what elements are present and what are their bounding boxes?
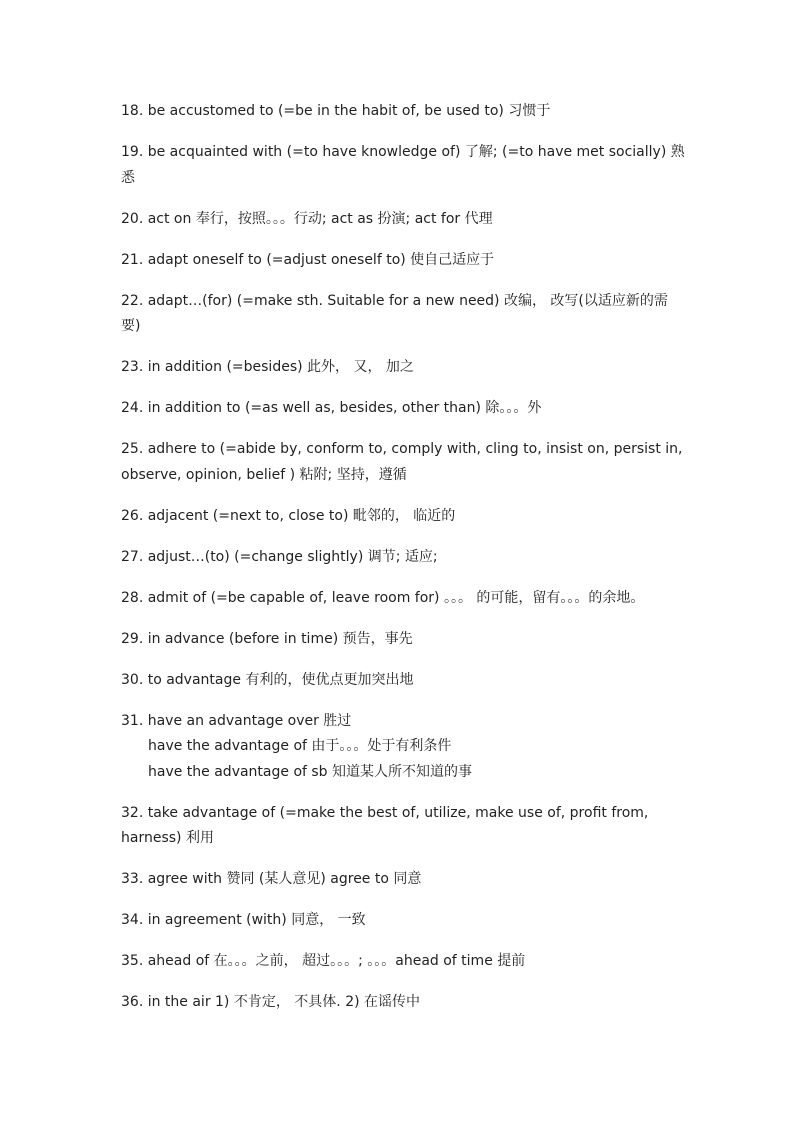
entry-text: 20. act on 奉行，按照。。。行动; act as 扮演; act for 代理 <box>121 210 493 227</box>
entry-35 <box>121 949 686 975</box>
entry-text: 35. ahead of 在。。。之前， 超过。。。; 。。。ahead of time 提前 <box>121 953 526 969</box>
entry-32 <box>121 801 686 852</box>
entry-27 <box>121 545 686 571</box>
entry-text: 33. agree with 赞同 (某人意见) agree to 同意 <box>121 871 422 887</box>
entry-26 <box>121 504 686 530</box>
entry-subline: have the advantage of sb 知道某人所不知道的事 <box>148 763 473 780</box>
entry-text: 28. admit of (=be capable of, leave room for) 。。。 的可能，留有。。。的余地。 <box>121 589 645 606</box>
entry-21 <box>121 248 686 274</box>
entry-18 <box>121 99 686 125</box>
entry-text: 22. adapt…(for) (=make sth. Suitable for a new need) 改编， 改写(以适应新的需要) <box>121 292 668 334</box>
entry-text: 25. adhere to (=abide by, conform to, comply with, cling to, insist on, persist in, observe, opinion, belief ) 粘附; 坚持，遵循 <box>121 441 683 483</box>
entry-31 <box>121 709 686 786</box>
entry-28 <box>121 586 686 612</box>
entry-text: 18. be accustomed to (=be in the habit of, be used to) 习惯于 <box>121 103 551 119</box>
entry-text: 30. to advantage 有利的，使优点更加突出地 <box>121 671 414 688</box>
entry-25 <box>121 437 686 488</box>
entry-text: 31. have an advantage over 胜过 <box>121 712 352 729</box>
document-page <box>121 99 686 1031</box>
entry-30 <box>121 668 686 694</box>
entry-subline: have the advantage of 由于。。。处于有利条件 <box>148 738 452 754</box>
entry-19 <box>121 140 686 191</box>
entry-text: 26. adjacent (=next to, close to) 毗邻的， 临近的 <box>121 507 456 524</box>
entry-22 <box>121 289 686 340</box>
entry-text: 29. in advance (before in time) 预告，事先 <box>121 630 413 647</box>
entry-34 <box>121 908 686 934</box>
entry-text: 34. in agreement (with) 同意， 一致 <box>121 912 366 928</box>
entry-text: 23. in addition (=besides) 此外， 又， 加之 <box>121 359 414 375</box>
entry-text: 36. in the air 1) 不肯定， 不具体. 2) 在谣传中 <box>121 994 421 1010</box>
entry-text: 21. adapt oneself to (=adjust oneself to) 使自己适应于 <box>121 251 495 268</box>
entry-text: 24. in addition to (=as well as, besides, other than) 除。。。外 <box>121 400 542 416</box>
entry-29 <box>121 627 686 653</box>
entry-text: 19. be acquainted with (=to have knowledge of) 了解; (=to have met socially) 熟悉 <box>121 144 685 186</box>
entry-20 <box>121 207 686 233</box>
entry-33 <box>121 867 686 893</box>
entry-24 <box>121 396 686 422</box>
entry-text: 32. take advantage of (=make the best of, utilize, make use of, profit from, harness) 利用 <box>121 804 649 846</box>
entry-36 <box>121 990 686 1016</box>
entry-text: 27. adjust…(to) (=change slightly) 调节; 适应; <box>121 548 438 565</box>
entry-23 <box>121 355 686 381</box>
